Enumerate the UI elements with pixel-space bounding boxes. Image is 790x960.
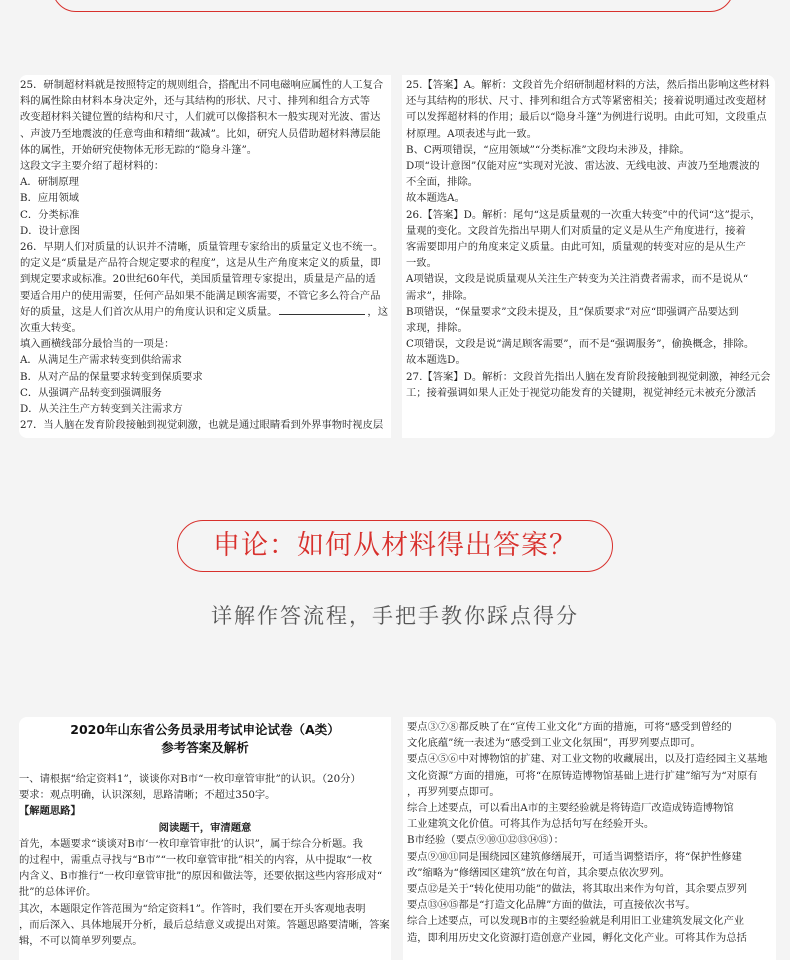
doc-line: 内含义、B市推行“一枚印章管审批”的原因和做法等，还要依据这些内容形成对“ [19,870,383,883]
analysis-line: 文化底蕴”统一表述为“感受到工业文化氛围”，再罗列要点即可。 [407,737,701,750]
section-title: 申论：如何从材料得出答案？ [177,520,613,572]
answer-line: 26.【答案】D。解析：尾句“这是质量观的一次重大转变”中的代词“这”提示， [406,208,761,221]
essay-doc-panel [19,717,391,960]
q-line [20,304,391,320]
q-option: B．应用领域 [20,192,80,205]
essay-analysis-panel [403,717,776,960]
answer-line: D项“设计意图”仅能对应“实现对光波、雷达波、无线电波、声波乃至地震波的 [406,160,760,173]
answer-line: B项错误，“保量要求”文段未提及，且“保质要求”对应“即强调产品要达到 [406,305,739,318]
q-option: C．分类标准 [20,208,80,221]
analysis-line: 造，即利用历史文化资源打造创意产业园，孵化文化产业。可将其作为总括 [407,931,747,944]
answer-line: 工；接着强调如果人正处于视觉功能发育的关键期，视觉神经元未被充分激活 [406,386,757,399]
q-line-text: 好的质量，这是人们首次从用户的角度认识和定义质量。 [20,305,278,318]
doc-line: 批”的总体评价。 [19,886,97,899]
answer-line: 求现，排除。 [406,322,468,335]
answer-line: C项错误，文段是说“满足顾客需要”，而不是“强调服务”，偷换概念，排除。 [406,338,755,351]
q-line: 、声波乃至地震波的任意弯曲和精细“裁减”。比如，研究人员借助超材料薄层能 [20,127,381,140]
doc-heading [19,803,391,819]
q-line: 体的属性，开始研究使物体无形无踪的“隐身斗篷”。 [20,143,258,156]
q-option: D．设计意图 [20,224,80,237]
analysis-line: 要点④⑤⑥中对博物馆的扩建、对工业文物的收藏展出，以及打造经园主义基地 [407,753,768,766]
doc-heading-text: 【解题思路】 [19,805,81,818]
q-option: D．从关注生产方转变到关注需求方 [20,403,183,416]
top-banner-pill [52,0,734,12]
answer-line: A项错误，文段是说质量观从关注生产转变为关注消费者需求，而不是说从“ [406,273,749,286]
q-line: 到规定要求或标准。20世纪60年代，美国质量管理专家提出，质量是产品的适 [20,273,376,286]
analysis-line: 要点③⑦⑧都反映了在“宣传工业文化”方面的措施，可将“感受到曾经的 [407,721,732,733]
q-line: 填入画横线部分最恰当的一项是： [20,338,175,351]
analysis-line: 综合上述要点，可以看出A市的主要经验就是将铸造厂改造成铸造博物馆 [407,802,734,815]
analysis-line: 工业建筑文化价值。可将其作为总括句写在经验开头。 [407,818,655,831]
analysis-line: 综合上述要点，可以发现B市的主要经验就是利用旧工业建筑发展文化产业 [407,915,745,928]
analysis-line: 要点⑬⑭⑮都是“打造文化品牌”方面的做法，可直接依次书写。 [407,899,696,912]
analysis-line: 要点⑫是关于“转化使用功能”的做法，将其取出来作为句首，其余要点罗列 [407,883,748,896]
fill-blank [279,305,365,315]
answer-line: 还与其结构的形状、尺寸、排列和组合方式等紧密相关；接着说明通过改变超材 [406,95,767,108]
q-line: 的定义是“质量是产品符合规定要求的程度”，这是从生产角度来定义的质量，即 [20,257,381,270]
q-line: 25．研制超材料就是按照特定的规则组合，搭配出不同电磁响应属性的人工复合 [20,79,384,91]
q-option: A．研制原理 [20,176,79,189]
answer-line: 不全面，排除。 [406,176,479,189]
q-line-tail: ，这 [367,305,389,318]
answer-line: B、C两项错误，“应用领域”“分类标准”文段均未涉及，排除。 [406,143,690,156]
answer-line: 客需要即用户的角度来定义质量。由此可知，质量观的转变对应的是从生产 [406,241,746,254]
q-option: C．从强调产品转变到强调服务 [20,386,162,399]
analysis-line: B市经验（要点⑨⑩⑪⑫⑬⑭⑮）： [407,834,564,847]
answer-line: 一致。 [406,257,437,270]
answer-line: 量观的变化。文段首先指出早期人们对质量的定义是从生产角度进行，接着 [406,224,746,237]
q-line: 26．早期人们对质量的认识并不清晰，质量管理专家给出的质量定义也不统一。 [20,241,384,254]
analysis-line: 改”缩略为“修缮园区建筑”放在句首，其余要点依次罗列。 [407,866,670,879]
doc-subheading: 阅读题干，审清题意 [158,821,252,834]
doc-line: 首先，本题要求“谈谈对B市‘一枚印章管审批’的认识”，属于综合分析题。我 [19,837,363,850]
q-line: 27．当人脑在发育阶段接触到视觉刺激，也就是通过眼睛看到外界事物时视皮层 [20,419,384,432]
questions-panel [19,75,391,438]
q-line: 要适合用户的使用需要，任何产品如果不能满足顾客需要，不管它多么符合产品 [20,289,381,302]
answer-line: 25.【答案】A。解析：文段首先介绍研制超材料的方法，然后指出影响这些材料 [406,79,770,91]
answer-line: 需求”，排除。 [406,289,474,302]
analysis-line: 文化资源”方面的措施，可将“在原铸造博物馆基础上进行扩建”缩写为“对原有 [407,769,758,782]
q-line: 这段文字主要介绍了超材料的： [20,160,165,173]
q-option: B．从对产品的保量要求转变到保质要求 [20,370,203,383]
doc-line: 要求：观点明确，认识深刻，思路清晰；不超过350字。 [19,789,276,802]
answer-line: 故本题选A。 [406,192,465,205]
doc-line: 的过程中，需重点寻找与“B市”“一枚印章管审批”相关的内容，从中提取“一枚 [19,854,373,867]
q-line: 次重大转变。 [20,322,82,335]
doc-line: 一、请根据“给定资料1”，谈谈你对B市“一枚印章管审批”的认识。（20分） [19,773,361,785]
doc-subtitle: 参考答案及解析 [161,740,249,755]
analysis-line: ，再罗列要点即可。 [407,785,500,798]
doc-line: 辑，不可以简单罗列要点。 [19,935,143,948]
answers-panel [402,75,775,438]
q-option: A．从满足生产需求转变到供给需求 [20,354,182,367]
doc-line: ，而后深入、具体地展开分析，最后总结意义或提出对策。答题思路要清晰，答案 [19,918,390,931]
q-line: 料的属性除由材料本身决定外，还与其结构的形状、尺寸、排列和组合方式等 [20,95,371,108]
doc-line: 其次，本题限定作答范围为“给定资料1”。作答时，我们要在开头客观地表明 [19,902,366,915]
doc-title: 2020年山东省公务员录用考试申论试卷（A类） [70,722,340,737]
section-subtitle: 详解作答流程，手把手教你踩点得分 [211,604,579,628]
answer-line: 27.【答案】D。解析：文段首先指出人脑在发育阶段接触到视觉刺激，神经元会 [406,370,771,383]
analysis-line: 要点⑨⑩⑪同是围绕园区建筑修缮展开，可适当调整语序，将“保护性修建 [407,850,742,863]
answer-line: 故本题选D。 [406,354,466,367]
answer-line: 材原理。A项表述与此一致。 [406,127,537,140]
answer-line: 可以发挥超材料的作用；最后以“隐身斗篷”为例进行说明。由此可知，文段重点 [406,111,767,124]
q-line: 改变超材料关键位置的结构和尺寸，人们就可以像搭积木一般实现对光波、雷达 [20,111,381,124]
